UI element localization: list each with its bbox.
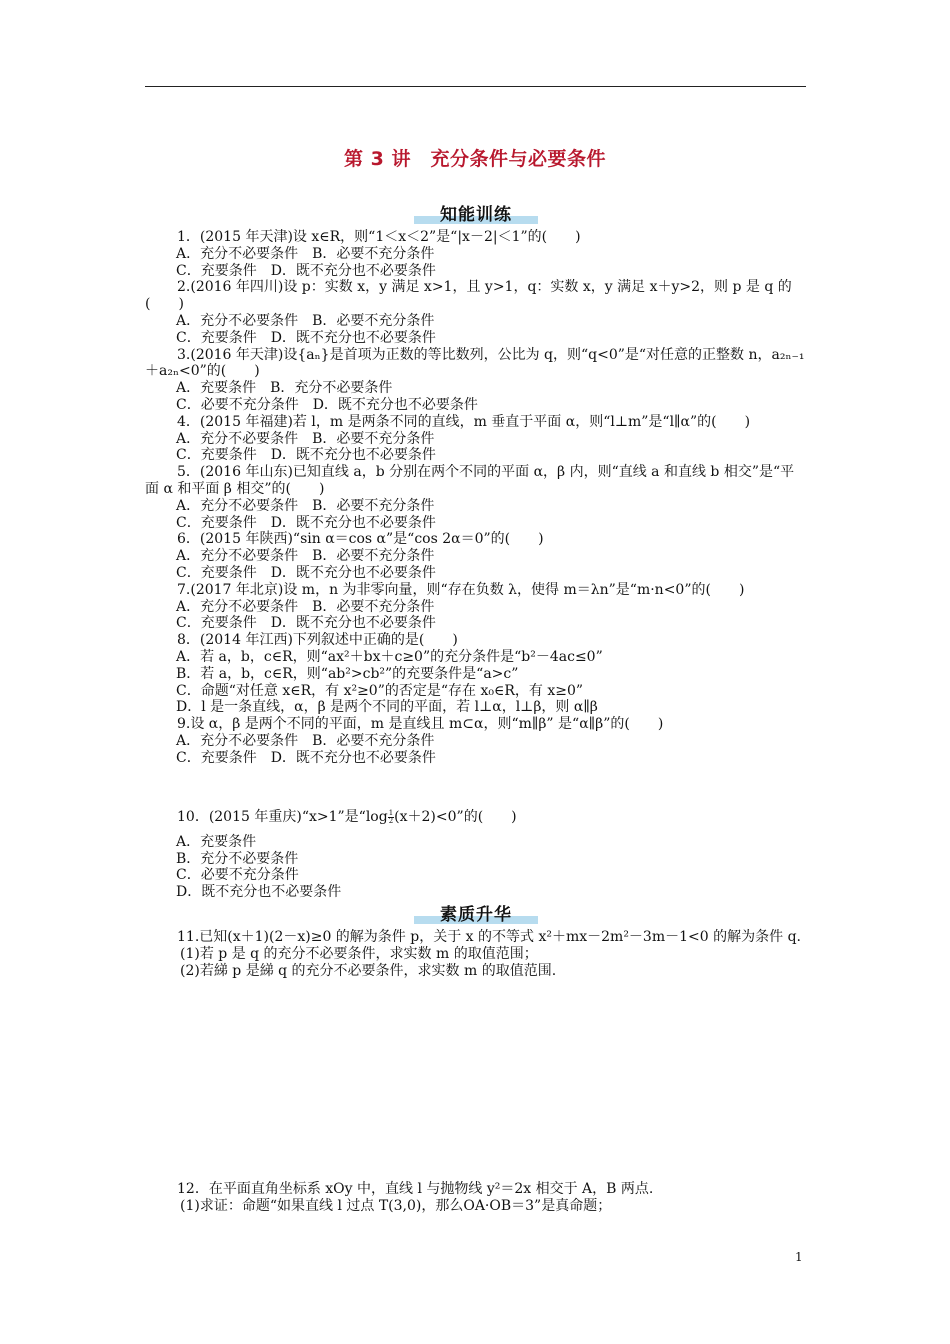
problem-5-options-ab: A．充分不必要条件 B．必要不充分条件 [176, 497, 435, 514]
problem-6-options-ab: A．充分不必要条件 B．必要不充分条件 [176, 548, 435, 565]
problem-10-option-d: D．既不充分也不必要条件 [176, 884, 342, 901]
page-number: 1 [795, 1250, 803, 1264]
problem-12-block [145, 1181, 807, 1215]
fraction-numerator: 1 [388, 808, 394, 817]
problem-8-option-a: A．若 a，b，c∈R，则“ax²＋bx＋c≥0”的充分条件是“b²－4ac≤0” [176, 648, 603, 665]
problem-7-options-cd: C．充要条件 D．既不充分也不必要条件 [176, 615, 436, 632]
problem-4-options-cd: C．充要条件 D．既不充分也不必要条件 [176, 447, 436, 464]
problem-12-part-1: (1)求证：命题“如果直线 l 过点 T(3,0)，那么OA·OB＝3”是真命题； [180, 1197, 612, 1214]
problem-1-options-cd: C．充要条件 D．既不充分也不必要条件 [176, 262, 436, 279]
problem-8-option-b: B．若 a，b，c∈R，则“ab²>cb²”的充要条件是“a>c” [176, 665, 519, 682]
problem-11-part-2: (2)若綈 p 是綈 q 的充分不必要条件，求实数 m 的取值范围. [180, 962, 557, 979]
problem-2-options-ab: A．充分不必要条件 B．必要不充分条件 [176, 312, 435, 329]
problem-4-options-ab: A．充分不必要条件 B．必要不充分条件 [176, 430, 435, 447]
problem-3-options-ab: A．充要条件 B．充分不必要条件 [176, 380, 393, 397]
problem-10-option-b: B．充分不必要条件 [176, 850, 299, 867]
problem-2-stem: 2.(2016 年四川)设 p：实数 x，y 满足 x>1，且 y>1，q：实数 x，y 满足 x＋y>2，则 p 是 q 的( ) [145, 279, 792, 313]
problem-10-option-a: A．充要条件 [176, 833, 257, 850]
section-banner-label: 素质升华 [440, 905, 512, 925]
problem-10-block [145, 809, 807, 901]
problem-5-stem: 5．(2016 年山东)已知直线 a，b 分别在两个不同的平面 α，β 内，则“直线 a 和直线 b 相交”是“平面 α 和平面 β 相交”的( ) [145, 464, 795, 497]
problem-10-option-c: C．必要不充分条件 [176, 867, 299, 884]
section-banner-training [414, 203, 538, 227]
problem-10-stem-post: (x＋2)<0”的( ) [394, 809, 517, 825]
problem-8-stem: 8．(2014 年江西)下列叙述中正确的是( ) [177, 632, 458, 649]
page-title: 第 3 讲 充分条件与必要条件 [344, 148, 606, 170]
section-banner-improvement [414, 903, 538, 927]
problem-7-stem: 7.(2017 年北京)设 m，n 为非零向量，则“存在负数 λ，使得 m＝λn”是“m·n<0”的( ) [177, 581, 745, 598]
problem-11-stem: 11.已知(x＋1)(2－x)≥0 的解为条件 p，关于 x 的不等式 x²＋mx－2m²－3m－1<0 的解为条件 q. [177, 929, 801, 945]
problem-3-options-cd: C．必要不充分条件 D．既不充分也不必要条件 [176, 396, 478, 413]
problem-10-stem [145, 809, 807, 826]
problem-6-stem: 6．(2015 年陕西)“sin α＝cos α”是“cos 2α＝0”的( ) [177, 531, 544, 548]
problem-5-options-cd: C．充要条件 D．既不充分也不必要条件 [176, 514, 436, 531]
section-banner-label: 知能训练 [440, 205, 512, 225]
problem-11-part-1: (1)若 p 是 q 的充分不必要条件，求实数 m 的取值范围； [180, 945, 538, 962]
problem-12-stem: 12．在平面直角坐标系 xOy 中，直线 l 与抛物线 y²＝2x 相交于 A，B 两点. [177, 1181, 654, 1197]
problem-7-options-ab: A．充分不必要条件 B．必要不充分条件 [176, 598, 435, 615]
problem-2-options-cd: C．充要条件 D．既不充分也不必要条件 [176, 329, 436, 346]
problem-9-stem: 9.设 α，β 是两个不同的平面，m 是直线且 m⊂α，则“m∥β” 是“α∥β”的( ) [177, 716, 664, 733]
problem-8-option-c: C．命题“对任意 x∈R，有 x²≥0”的否定是“存在 x₀∈R，有 x≥0” [176, 682, 584, 699]
header-rule [145, 86, 806, 87]
problem-8-option-d: D．l 是一条直线，α，β 是两个不同的平面，若 l⊥α，l⊥β，则 α∥β [176, 699, 598, 716]
fraction-denominator: 2 [388, 816, 394, 825]
problem-11-block [145, 929, 807, 979]
problem-1-stem: 1．(2015 年天津)设 x∈R，则“1＜x＜2”是“|x－2|＜1”的( ) [177, 229, 581, 245]
problem-6-options-cd: C．充要条件 D．既不充分也不必要条件 [176, 564, 436, 581]
problems-block-1 [145, 229, 807, 767]
problem-10-stem-pre: 10．(2015 年重庆)“x>1”是“log [177, 809, 388, 825]
problem-9-options-ab: A．充分不必要条件 B．必要不充分条件 [176, 732, 435, 749]
problem-9-options-cd: C．充要条件 D．既不充分也不必要条件 [176, 749, 436, 766]
problem-4-stem: 4．(2015 年福建)若 l，m 是两条不同的直线，m 垂直于平面 α，则“l⊥m”是“l∥α”的( ) [177, 413, 751, 430]
problem-1-options-ab: A．充分不必要条件 B．必要不充分条件 [176, 245, 435, 262]
problem-3-stem: 3.(2016 年天津)设{aₙ}是首项为正数的等比数列，公比为 q，则“q<0”是“对任意的正整数 n，a₂ₙ₋₁＋a₂ₙ<0”的( ) [145, 346, 805, 380]
